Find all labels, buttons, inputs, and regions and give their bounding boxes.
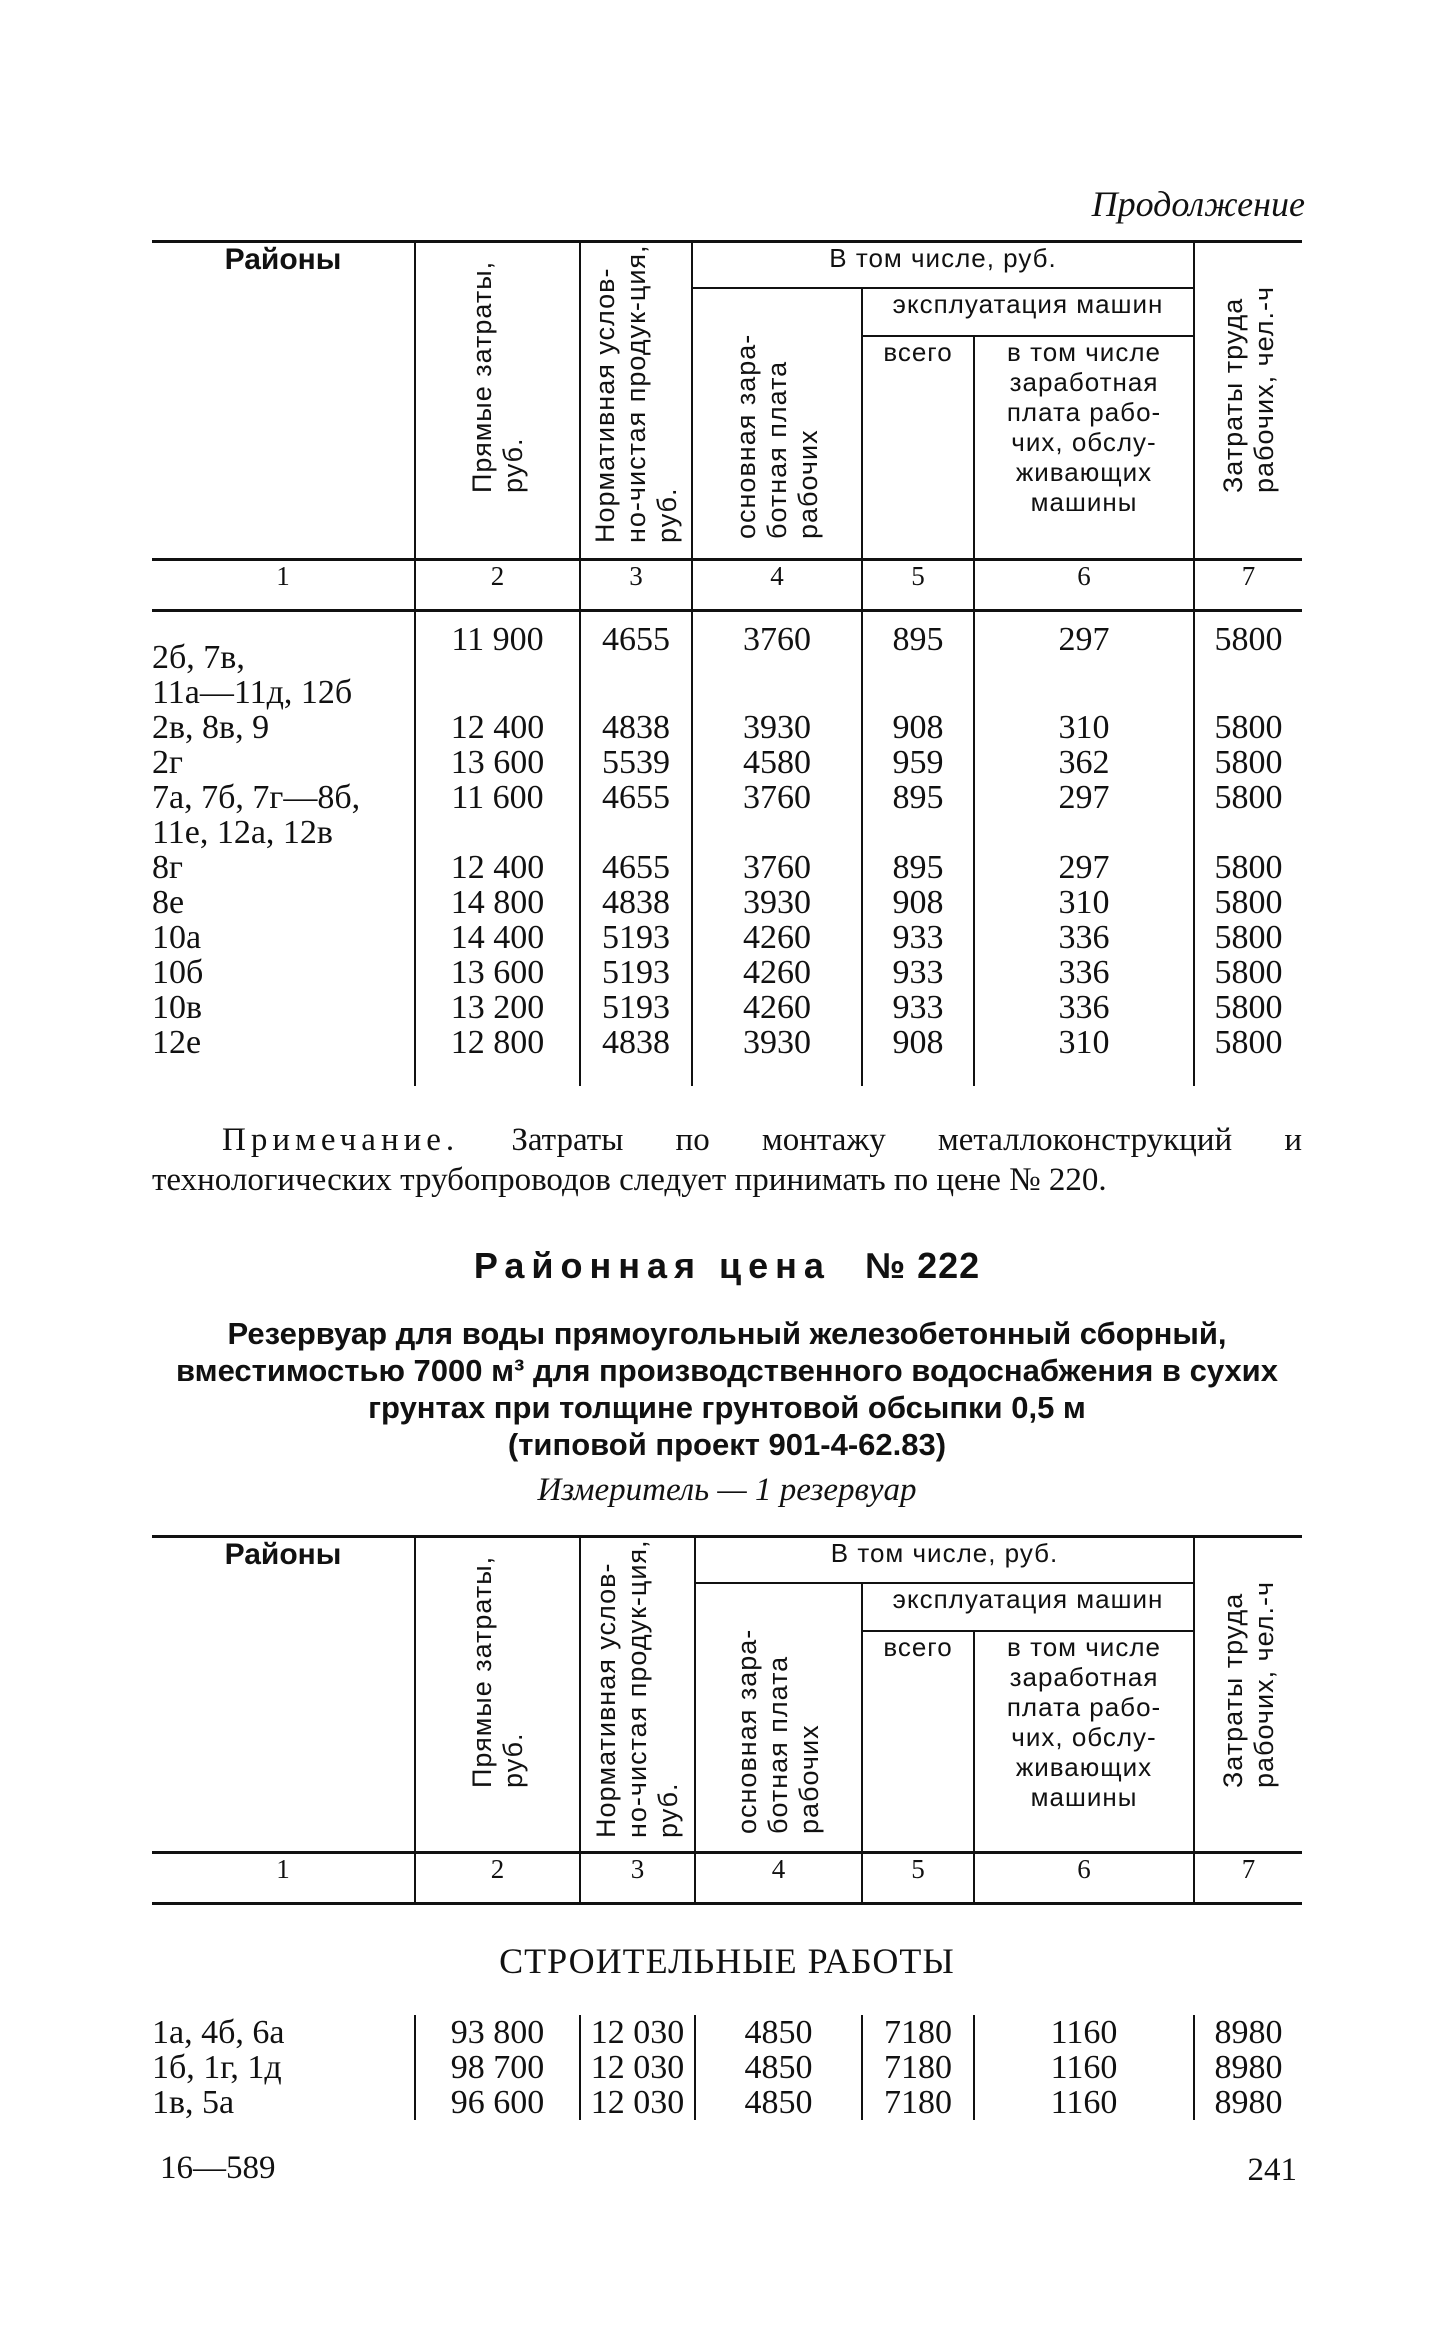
continuation-label: Продолжение [1091,184,1305,224]
table-row: 8е 14 800 4838 3930 908 310 5800 [152,885,1302,920]
measure-unit: Измеритель — 1 резервуар [537,1472,917,1508]
header-machine-wage: в том числе заработная плата рабо-чих, обслу-живающих машины [974,1631,1194,1853]
header-base-wage: основная зара-ботная плата рабочих [695,1583,862,1853]
table2-header [152,1535,1302,1905]
price-heading: Районная цена № 222 [473,1245,981,1286]
page-number: 241 [1247,2152,1297,2188]
header-labor-costs: Затраты труда рабочих, чел.-ч [1194,242,1302,560]
table1-header [152,240,1302,612]
header-direct-costs: Прямые затраты, руб. [415,242,580,560]
price-title: Резервуар для воды прямоугольный железобетонный сборный, вместимостью 7000 м³ для производственного водоснабжения в сухих грунтах при толщине грунтовой обсыпки 0,5 м (типовой проект 901-4-62.83) [176,1316,1278,1462]
header-machines: эксплуатация машин [862,1583,1194,1631]
header-net-production: Нормативная услов-но-чистая продук-ция, руб. [580,1537,695,1853]
header-group: В том числе, руб. [695,1537,1194,1583]
header-total: всего [862,1631,974,1853]
header-labor-costs: Затраты труда рабочих, чел.-ч [1194,1537,1302,1853]
table-row: 10в 13 200 5193 4260 933 336 5800 [152,990,1302,1025]
table-row: 12е 12 800 4838 3930 908 310 5800 [152,1025,1302,1060]
section-heading: СТРОИТЕЛЬНЫЕ РАБОТЫ [499,1941,955,1981]
table-row: 2в, 8в, 9 12 400 4838 3930 908 310 5800 [152,710,1302,745]
table-row: 2б, 7в, 11а—11д, 12б 11 900 4655 3760 895 297 5800 [152,622,1302,710]
header-group: В том числе, руб. [692,242,1194,288]
header-machines: эксплуатация машин [862,288,1194,336]
header-districts: Районы [224,1538,342,1571]
table2-body [152,2015,1302,2120]
header-numbers: 1 2 3 4 5 6 7 [152,1853,1302,1904]
table-row: 10б 13 600 5193 4260 933 336 5800 [152,955,1302,990]
header-base-wage: основная зара-ботная плата рабочих [692,288,862,560]
header-machine-wage: в том числе заработная плата рабо-чих, обслу-живающих машины [974,336,1194,560]
note-label: Примечание. [222,1122,460,1158]
table-row: 8г 12 400 4655 3760 895 297 5800 [152,850,1302,885]
header-direct-costs: Прямые затраты, руб. [415,1537,580,1853]
table1-body [152,608,1302,1086]
table-row: 1в, 5а 96 600 12 030 4850 7180 1160 8980 [152,2085,1302,2120]
table-row: 1б, 1г, 1д 98 700 12 030 4850 7180 1160 8980 [152,2050,1302,2085]
header-districts: Районы [224,243,342,276]
note-text: Затраты по монтажу металлоконструкций и технологических трубопроводов следует принимать по цене № 220. [152,1122,1302,1198]
table-row: 2г 13 600 5539 4580 959 362 5800 [152,745,1302,780]
header-total: всего [862,336,974,560]
note [152,1120,1302,1200]
table-row: 1а, 4б, 6а 93 800 12 030 4850 7180 1160 8980 [152,2015,1302,2050]
header-net-production: Нормативная услов-но-чистая продук-ция, руб. [580,242,692,560]
footer-signature: 16—589 [160,2150,276,2186]
header-numbers: 1 2 3 4 5 6 7 [152,560,1302,611]
table-row: 10а 14 400 5193 4260 933 336 5800 [152,920,1302,955]
table-row: 7а, 7б, 7г—8б, 11е, 12а, 12в 11 600 4655 3760 895 297 5800 [152,780,1302,850]
